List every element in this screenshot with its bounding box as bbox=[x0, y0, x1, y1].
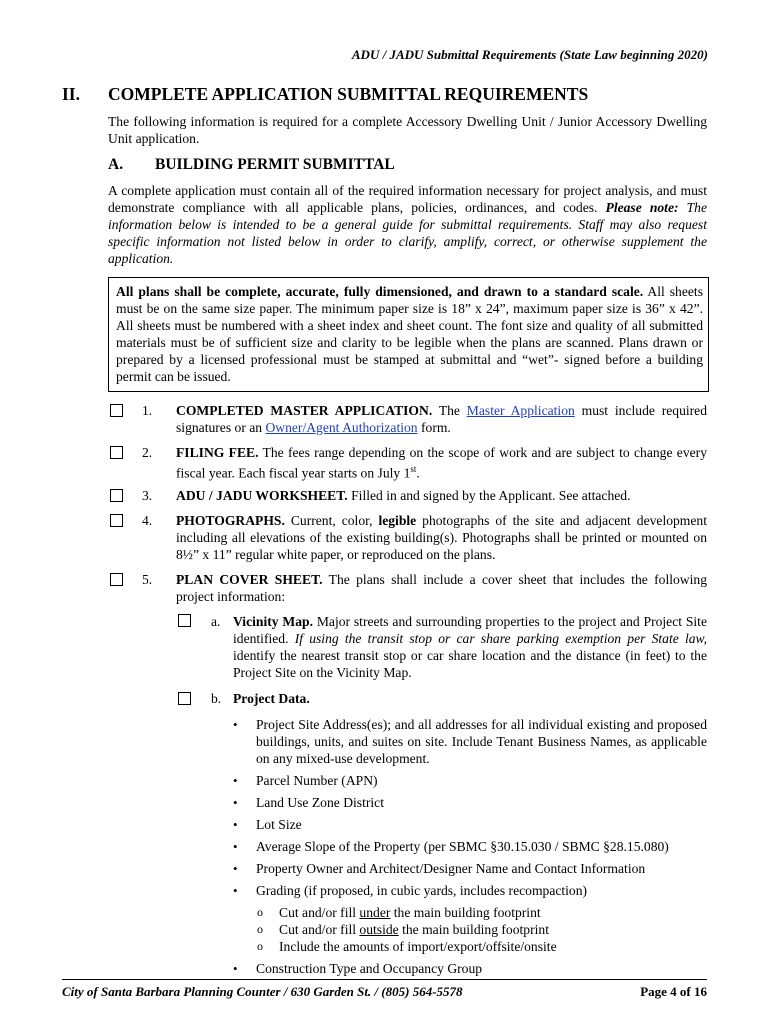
bullet-icon: • bbox=[233, 861, 238, 876]
item-title: ADU / JADU WORKSHEET. bbox=[176, 488, 348, 503]
subitem-text: Cut and/or fill bbox=[279, 905, 360, 920]
section-number: II. bbox=[62, 84, 80, 104]
item-number: 4. bbox=[142, 513, 153, 528]
subitem-underline: under bbox=[359, 905, 391, 920]
grading-subitem bbox=[279, 904, 541, 921]
circle-bullet-icon: o bbox=[257, 905, 263, 919]
subitem-text: identify the nearest transit stop or car share location and the distance (in feet) to the Project Site on the Vicinity Map. bbox=[233, 648, 707, 680]
bullet-icon: • bbox=[233, 717, 238, 732]
checkbox-item-5[interactable] bbox=[110, 573, 123, 586]
item-text: must include required signatures or an bbox=[176, 403, 708, 435]
item-number: 5. bbox=[142, 572, 153, 587]
bullet-icon: • bbox=[233, 961, 238, 976]
footer-contact: City of Santa Barbara Planning Counter / 630 Garden St. / (805) 564-5578 bbox=[62, 984, 463, 999]
item-number: 1. bbox=[142, 403, 153, 418]
item-plan-cover-sheet bbox=[176, 571, 707, 605]
item-title: FILING FEE. bbox=[176, 445, 259, 460]
item-text: Current, color, bbox=[284, 513, 379, 528]
grading-subitem bbox=[279, 921, 549, 938]
item-text: Filled in and signed by the Applicant. See attached. bbox=[347, 488, 631, 503]
item-number: 3. bbox=[142, 488, 153, 503]
paragraph-text: A complete application must contain all of the required information necessary for project analysis, and must demonstrate compliance with all applicable plans, policies, ordinances, and codes. bbox=[108, 183, 707, 215]
subitem-letter: a. bbox=[211, 614, 221, 629]
item-text: The bbox=[432, 403, 467, 418]
subitem-vicinity-map bbox=[233, 613, 707, 681]
subitem-text: Major streets and surrounding properties to the project and Project Site identified. bbox=[233, 614, 707, 646]
grading-subitem: Include the amounts of import/export/offsite/onsite bbox=[279, 939, 557, 954]
checkbox-item-2[interactable] bbox=[110, 446, 123, 459]
subitem-project-data-title: Project Data. bbox=[233, 691, 310, 706]
bullet-item: Parcel Number (APN) bbox=[256, 773, 378, 788]
checkbox-item-1[interactable] bbox=[110, 404, 123, 417]
item-photographs bbox=[176, 512, 707, 563]
item-number: 2. bbox=[142, 445, 153, 460]
subsection-title: BUILDING PERMIT SUBMITTAL bbox=[155, 156, 395, 173]
item-title: COMPLETED MASTER APPLICATION. bbox=[176, 403, 433, 418]
item-emphasis: legible bbox=[378, 513, 417, 528]
checkbox-item-4[interactable] bbox=[110, 514, 123, 527]
bullet-item: Construction Type and Occupancy Group bbox=[256, 961, 483, 976]
checkbox-project-data[interactable] bbox=[178, 692, 191, 705]
item-title: PHOTOGRAPHS. bbox=[176, 513, 285, 528]
section-title: COMPLETE APPLICATION SUBMITTAL REQUIREMENTS bbox=[108, 84, 589, 104]
page-number: Page 4 of 16 bbox=[640, 984, 707, 999]
item-text: The fees range depending on the scope of work and are subject to change every fiscal year. Each fiscal year starts on July 1 bbox=[176, 445, 707, 481]
checkbox-item-3[interactable] bbox=[110, 489, 123, 502]
bullet-item: Project Site Address(es); and all addresses for all individual existing and proposed buildings, units, and suites on site. Include Tenant Business Names, as applicable on any mixed-use development. bbox=[256, 717, 707, 766]
item-filing-fee bbox=[176, 444, 707, 482]
bullet-icon: • bbox=[233, 817, 238, 832]
bullet-item: Land Use Zone District bbox=[256, 795, 384, 810]
page-header: ADU / JADU Submittal Requirements (State Law beginning 2020) bbox=[351, 47, 708, 62]
bullet-icon: • bbox=[233, 773, 238, 788]
note-label: Please note: bbox=[605, 200, 679, 215]
bullet-item: Lot Size bbox=[256, 817, 302, 832]
subitem-underline: outside bbox=[359, 922, 399, 937]
item-master-application bbox=[176, 402, 707, 436]
superscript: st bbox=[410, 464, 417, 474]
checkbox-vicinity-map[interactable] bbox=[178, 614, 191, 627]
subitem-text: the main building footprint bbox=[398, 922, 549, 937]
item-text: . bbox=[416, 465, 420, 481]
circle-bullet-icon: o bbox=[257, 922, 263, 936]
footer-divider bbox=[62, 979, 707, 980]
item-worksheet bbox=[176, 487, 707, 504]
bullet-icon: • bbox=[233, 795, 238, 810]
item-text: form. bbox=[417, 420, 451, 435]
item-text: photographs of the site and adjacent development including all elevations of the existing building(s). Photographs shall be printed or mounted on 8½” x 11” regular white paper, or reproduced on the plans. bbox=[176, 513, 707, 562]
notice-text: All sheets must be on the same size paper. The minimum paper size is 18” x 24”, maximum paper size is 36” x 42”. All sheets must be numbered with a sheet index and sheet count. The font size and quality of all submitted materials must be of sufficient size and clarity to be legible when the plans are scanned. Plans drawn or prepared by a licensed professional must be stamped at submittal and “wet”- signed before a building permit can be issued. bbox=[116, 284, 703, 384]
bullet-icon: • bbox=[233, 883, 238, 898]
item-title: PLAN COVER SHEET. bbox=[176, 572, 323, 587]
bullet-item: Property Owner and Architect/Designer Name and Contact Information bbox=[256, 861, 646, 876]
subitem-italic: If using the transit stop or car share parking exemption per State law, bbox=[294, 631, 708, 646]
subitem-text: the main building footprint bbox=[390, 905, 541, 920]
bullet-item: Grading (if proposed, in cubic yards, includes recompaction) bbox=[256, 883, 588, 898]
owner-agent-authorization-link[interactable]: Owner/Agent Authorization bbox=[265, 420, 418, 435]
notice-bold: All plans shall be complete, accurate, fully dimensioned, and drawn to a standard scale. bbox=[116, 284, 644, 299]
section-intro: The following information is required for a complete Accessory Dwelling Unit / Junior Accessory Dwelling Unit application. bbox=[108, 114, 707, 146]
note-text: The information below is intended to be a general guide for submittal requirements. Staff may also request specific information not listed below in order to clarify, amplify, correct, or otherwise supplement the application. bbox=[108, 200, 707, 266]
item-text: The plans shall include a cover sheet that includes the following project information: bbox=[176, 572, 707, 604]
master-application-link[interactable]: Master Application bbox=[466, 403, 575, 418]
bullet-icon: • bbox=[233, 839, 238, 854]
subsection-letter: A. bbox=[108, 156, 124, 173]
plans-notice-box bbox=[108, 277, 709, 392]
subitem-letter: b. bbox=[211, 691, 222, 706]
subsection-paragraph bbox=[108, 182, 707, 267]
circle-bullet-icon: o bbox=[257, 939, 263, 953]
subitem-text: Cut and/or fill bbox=[279, 922, 360, 937]
subitem-title: Vicinity Map. bbox=[233, 614, 313, 629]
bullet-item: Average Slope of the Property (per SBMC §30.15.030 / SBMC §28.15.080) bbox=[256, 839, 669, 854]
